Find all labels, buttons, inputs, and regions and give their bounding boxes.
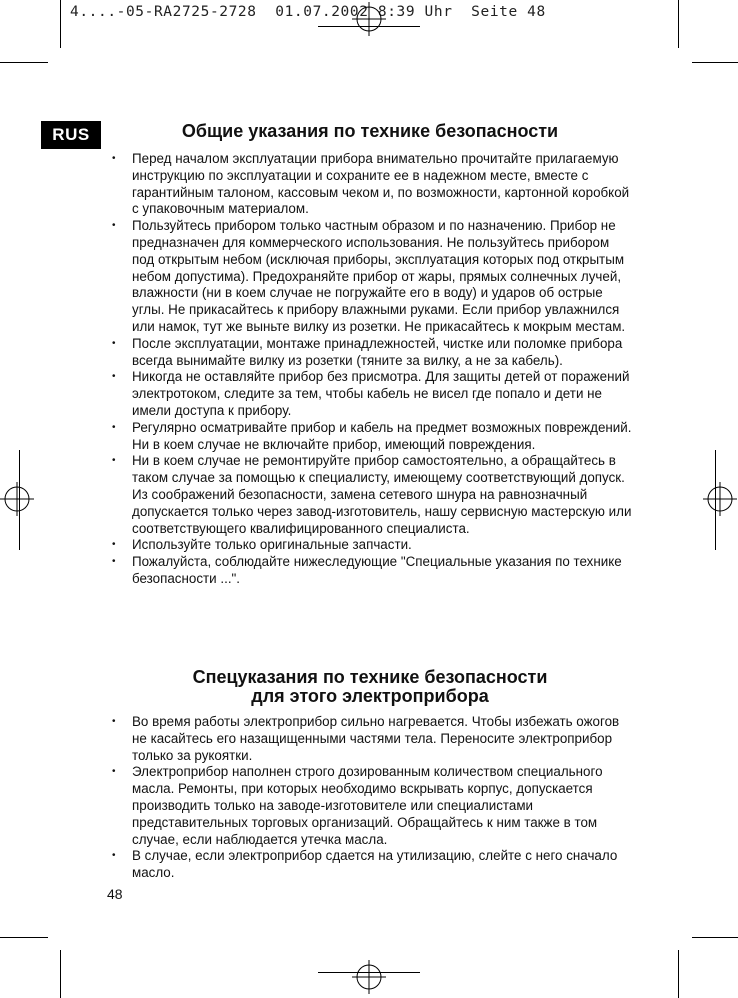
list-item: • После эксплуатации, монтаже принадлежностей, чистке или поломке прибора всегда вынимайте вилку из розетки (тяните за вилку, а не за кабель). bbox=[110, 336, 635, 370]
crop-mark bbox=[692, 62, 738, 63]
crop-mark bbox=[678, 0, 679, 48]
list-item: • Никогда не оставляйте прибор без присмотра. Для защиты детей от поражений электротоком, следите за тем, чтобы кабель не висел где попало и дети не имели доступа к прибору. bbox=[110, 369, 635, 419]
crop-mark bbox=[60, 950, 61, 998]
section-title-general-safety: Общие указания по технике безопасности bbox=[181, 121, 559, 141]
crop-mark bbox=[318, 26, 420, 27]
crop-mark bbox=[678, 950, 679, 998]
section-title-special-safety bbox=[110, 668, 630, 706]
crop-mark bbox=[715, 450, 716, 550]
special-safety-list bbox=[110, 714, 635, 882]
registration-mark-icon bbox=[0, 482, 34, 516]
crop-mark bbox=[318, 972, 420, 973]
section-title-line: для этого электроприбора bbox=[251, 686, 489, 706]
crop-mark bbox=[19, 450, 20, 550]
list-item: • Пользуйтесь прибором только частным образом и по назначению. Прибор не предназначен для коммерческого использования. Не пользуйтесь прибором под открытым небом (исключая приборы, эксплуатация которых под открытым небом допустима). Предохраняйте прибор от жары, прямых солнечных лучей, влажности (ни в коем случае не погружайте его в воду) и ударов об острые углы. Не прикасайтесь к прибору влажными руками. Если прибор увлажнился или намок, тут же выньте вилку из розетки. Не прикасайтесь к мокрым местам. bbox=[110, 218, 635, 336]
registration-mark-icon bbox=[703, 482, 737, 516]
language-tab: RUS bbox=[41, 121, 101, 149]
list-item: • Электроприбор наполнен строго дозированным количеством специального масла. Ремонты, при которых необходимо вскрывать корпус, допускается производить только на заводе-изготовителе или специалистами представительных торговых организаций. Обращайтесь к ним также в том случае, если наблюдается утечка масла. bbox=[110, 764, 635, 848]
list-item: • Перед началом эксплуатации прибора внимательно прочитайте прилагаемую инструкцию по эксплуатации и сохраните ее в надежном месте, вместе с гарантийным талоном, кассовым чеком и, по возможности, картонной коробкой с упаковочным материалом. bbox=[110, 151, 635, 218]
list-item: • Используйте только оригинальные запчасти. bbox=[110, 537, 635, 554]
general-safety-list bbox=[110, 151, 635, 588]
registration-mark-icon bbox=[352, 960, 386, 994]
page-number: 48 bbox=[107, 886, 123, 902]
crop-mark bbox=[0, 62, 48, 63]
section-title-line: Спецуказания по технике безопасности bbox=[192, 667, 548, 687]
list-item: • Пожалуйста, соблюдайте нижеследующие "Специальные указания по технике безопасности ...". bbox=[110, 554, 635, 588]
list-item: • Ни в коем случае не ремонтируйте прибор самостоятельно, а обращайтесь в таком случае за помощью к специалисту, имеющему соответствующий допуск. Из соображений безопасности, замена сетевого шнура на равнозначный допускается только через завод-изготовитель, нашу сервисную мастерскую или соответствующего квалифицированного специалиста. bbox=[110, 453, 635, 537]
crop-mark bbox=[0, 937, 48, 938]
crop-mark bbox=[60, 0, 61, 48]
list-item: • Во время работы электроприбор сильно нагревается. Чтобы избежать ожогов не касайтесь его назащищенными частями тела. Переносите электроприбор только за рукоятки. bbox=[110, 714, 635, 764]
print-header: 4....-05-RA2725-2728 01.07.2002 8:39 Uhr Seite 48 bbox=[70, 4, 546, 20]
registration-mark-icon bbox=[352, 2, 386, 36]
list-item: • В случае, если электроприбор сдается на утилизацию, слейте с него сначало масло. bbox=[110, 848, 635, 882]
list-item: • Регулярно осматривайте прибор и кабель на предмет возможных повреждений. Ни в коем случае не включайте прибор, имеющий повреждения. bbox=[110, 420, 635, 454]
crop-mark bbox=[692, 937, 738, 938]
